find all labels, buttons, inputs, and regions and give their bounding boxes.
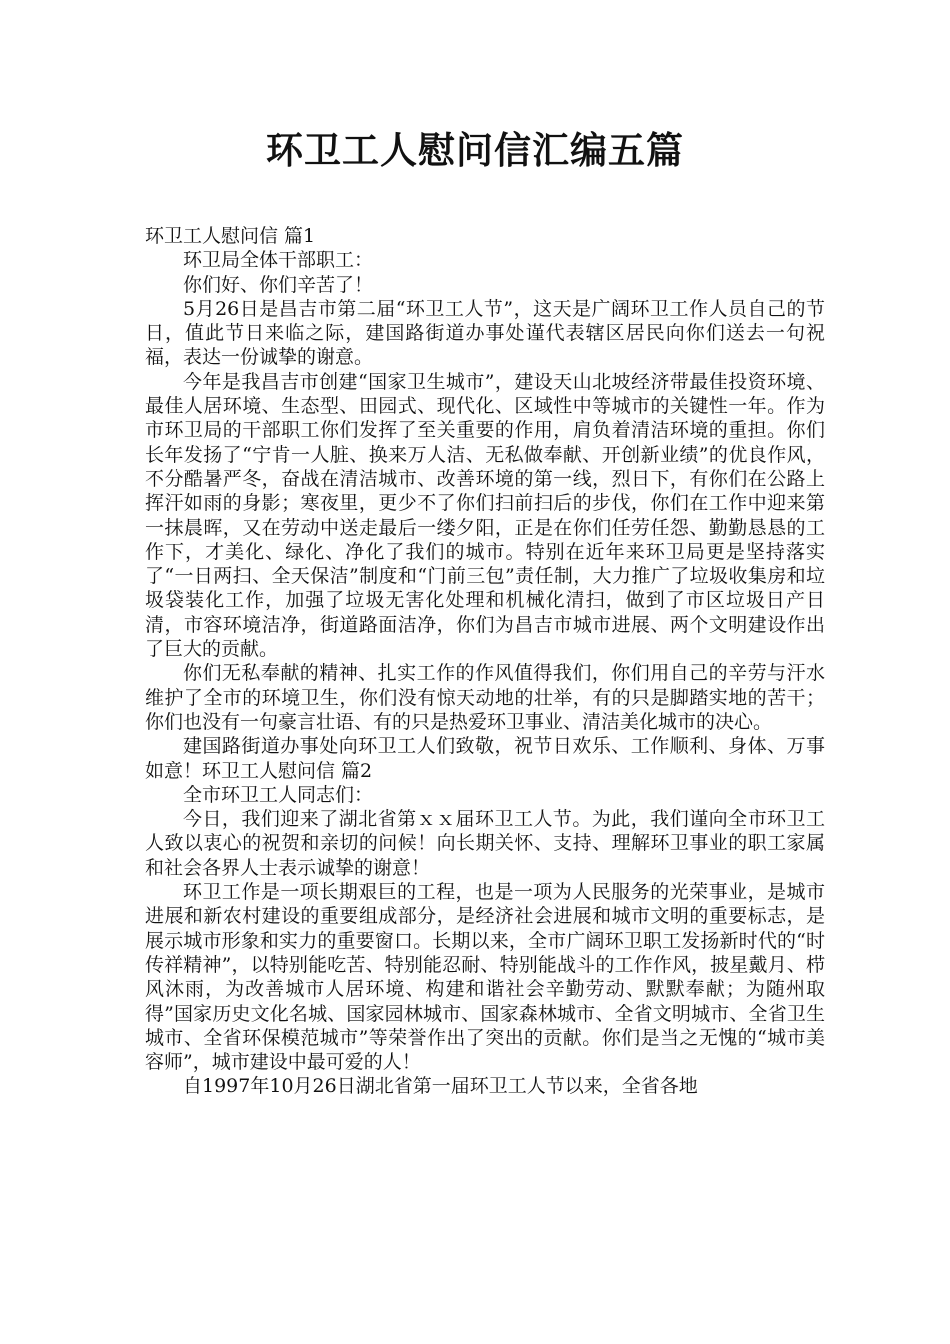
paragraph: 你们无私奉献的精神、扎实工作的作风值得我们，你们用自己的辛劳与汗水维护了全市的环境卫生，你们没有惊天动地的壮举，有的只是脚踏实地的苦干；你们也没有一句豪言壮语、有的只是热爱环卫事业、清洁美化城市的决心。 bbox=[145, 662, 825, 733]
paragraph: 自1997年10月26日湖北省第一届环卫工人节以来，全省各地 bbox=[183, 1075, 698, 1098]
paragraph: 今年是我昌吉市创建“国家卫生城市”，建设天山北坡经济带最佳投资环境、最佳人居环境、生态型、田园式、现代化、区域性中等城市的关键性一年。作为市环卫局的干部职工你们发挥了至关重要的作用，肩负着清洁环境的重担。你们长年发扬了“宁肯一人脏、换来万人洁、无私做奉献、开创新业绩”的优良作风，不分酷暑严冬，奋战在清洁城市、改善环境的第一线，烈日下，有你们在公路上挥汗如雨的身影；寒夜里，更少不了你们扫前扫后的步伐，你们在工作中迎来第一抹晨晖，又在劳动中送走最后一缕夕阳，正是在你们任劳任怨、勤勤恳恳的工作下，才美化、绿化、净化了我们的城市。特别在近年来环卫局更是坚持落实了“一日两扫、全天保洁”制度和“门前三包”责任制，大力推广了垃圾收集房和垃圾袋装化工作，加强了垃圾无害化处理和机械化清扫，做到了市区垃圾日产日清，市容环境洁净，街道路面洁净，你们为昌吉市城市进展、两个文明建设作出了巨大的贡献。 bbox=[145, 370, 825, 661]
document-title: 环卫工人慰问信汇编五篇 bbox=[266, 129, 684, 172]
paragraph: 环卫局全体干部职工： bbox=[183, 249, 374, 272]
paragraph: 今日，我们迎来了湖北省第ｘｘ届环卫工人节。为此，我们谨向全市环卫工人致以衷心的祝贺和亲切的问候！向长期关怀、支持、理解环卫事业的职工家属和社会各界人士表示诚挚的谢意！ bbox=[145, 808, 825, 879]
paragraph: 你们好、你们辛苦了！ bbox=[183, 273, 374, 296]
paragraph: 全市环卫工人同志们： bbox=[183, 783, 374, 806]
paragraph: 5月26日是昌吉市第二届“环卫工人节”，这天是广阔环卫工作人员自己的节日，值此节日来临之际，建国路街道办事处谨代表辖区居民向你们送去一句祝福，表达一份诚挚的谢意。 bbox=[145, 297, 825, 369]
paragraph: 环卫工人慰问信 篇1 bbox=[145, 225, 316, 247]
document-body bbox=[145, 224, 825, 1099]
paragraph: 环卫工作是一项长期艰巨的工程，也是一项为人民服务的光荣事业，是城市进展和新农村建设的重要组成部分，是经济社会进展和城市文明的重要标志，是展示城市形象和实力的重要窗口。长期以来，全市广阔环卫职工发扬新时代的“时传祥精神”，以特别能吃苦、特别能忍耐、特别能战斗的工作作风，披星戴月、栉风沐雨，为改善城市人居环境、构建和谐社会辛勤劳动、默默奉献；为随州取得”国家历史文化名城、国家园林城市、国家森林城市、全省文明城市、全省卫生城市、全省环保模范城市”等荣誉作出了突出的贡献。你们是当之无愧的“城市美容师”，城市建设中最可爱的人！ bbox=[145, 881, 825, 1074]
paragraph: 建国路街道办事处向环卫工人们致敬，祝节日欢乐、工作顺利、身体、万事如意！环卫工人慰问信 篇2 bbox=[145, 735, 825, 782]
